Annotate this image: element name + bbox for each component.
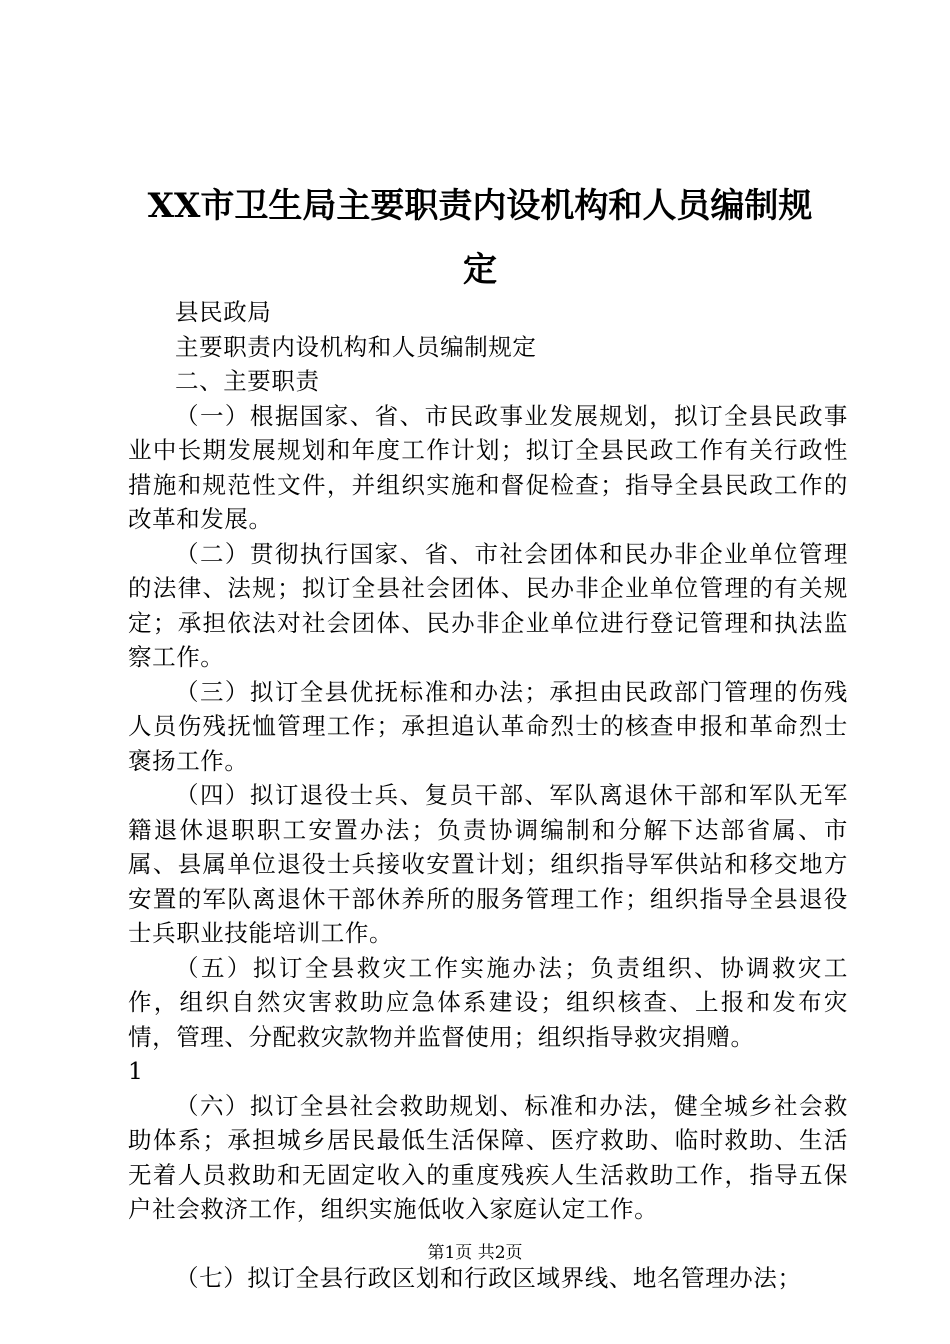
paragraph-4: （四）拟订退役士兵、复员干部、军队离退休干部和军队无军籍退休退职职工安置办法；负责协调编制和分解下达部省属、市属、县属单位退役士兵接收安置计划；组织指导军供站和移交地方安置的军队离退休干部休养所的服务管理工作；组织指导全县退役士兵职业技能培训工作。 xyxy=(128,781,848,947)
paragraph-3: （三）拟订全县优抚标准和办法；承担由民政部门管理的伤残人员伤残抚恤管理工作；承担追认革命烈士的核查申报和革命烈士褒扬工作。 xyxy=(128,677,848,775)
paragraph-7: （七）拟订全县行政区划和行政区域界线、地名管理办法； xyxy=(175,1263,802,1292)
paragraph-5: （五）拟订全县救灾工作实施办法；负责组织、协调救灾工作，组织自然灾害救助应急体系建设；组织核查、上报和发布灾情，管理、分配救灾款物并监督使用；组织指导救灾捐赠。 xyxy=(128,953,848,1051)
document-title-line-2: 定 xyxy=(463,250,497,290)
paragraph-1: （一）根据国家、省、市民政事业发展规划，拟订全县民政事业中长期发展规划和年度工作计划；拟订全县民政工作有关行政性措施和规范性文件，并组织实施和督促检查；指导全县民政工作的改革和发展。 xyxy=(128,401,848,533)
document-body xyxy=(128,295,848,1295)
stray-page-marker: 1 xyxy=(128,1057,144,1085)
page-footer: 第1页 共2页 xyxy=(427,1243,523,1263)
paragraph-6: （六）拟订全县社会救助规划、标准和办法，健全城乡社会救助体系；承担城乡居民最低生活保障、医疗救助、临时救助、生活无着人员救助和无固定收入的重度残疾人生活救助工作，指导五保户社会救济工作，组织实施低收入家庭认定工作。 xyxy=(128,1091,848,1223)
section-heading: 二、主要职责 xyxy=(175,367,320,395)
document-subtitle: 主要职责内设机构和人员编制规定 xyxy=(175,332,537,361)
paragraph-2: （二）贯彻执行国家、省、市社会团体和民办非企业单位管理的法律、法规；拟订全县社会团体、民办非企业单位管理的有关规定；承担依法对社会团体、民办非企业单位进行登记管理和执法监察工作。 xyxy=(128,539,848,671)
document-title-line-1: XX市卫生局主要职责内设机构和人员编制规 xyxy=(147,186,813,226)
department-name: 县民政局 xyxy=(175,298,272,326)
